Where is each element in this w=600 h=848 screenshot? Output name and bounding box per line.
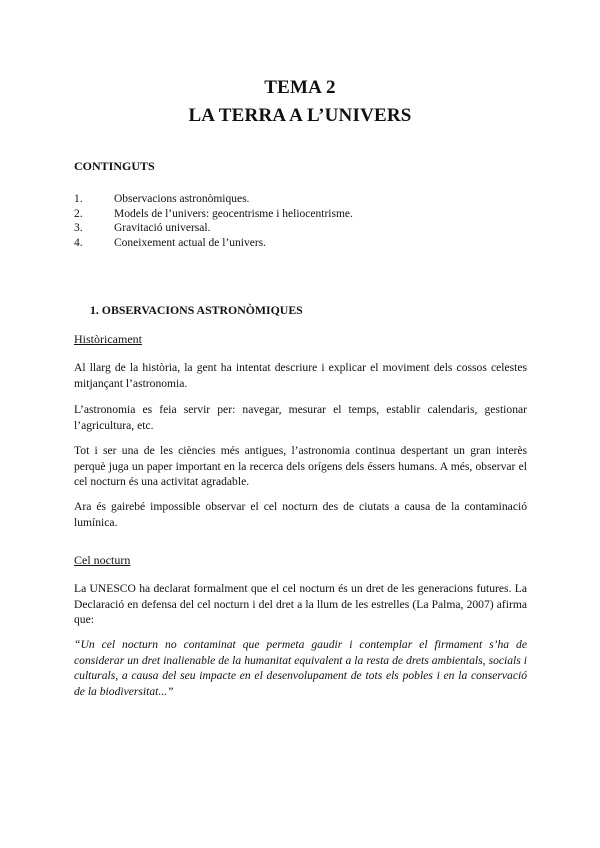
list-item-number: 3. [74, 222, 83, 234]
list-item [74, 221, 534, 236]
subsection-heading: Cel nocturn [74, 553, 131, 567]
subsection-heading: Històricament [74, 332, 142, 346]
list-item [74, 207, 534, 222]
paragraph: Al llarg de la història, la gent ha intentat descriure i explicar el moviment dels cossos celestes mitjançant l’astronomia. [74, 361, 527, 390]
page-title: TEMA 2 [264, 77, 336, 98]
section-heading: 1. OBSERVACIONS ASTRONÒMIQUES [90, 303, 303, 317]
list-item-text: Coneixement actual de l’univers. [114, 236, 267, 249]
list-item-text: Observacions astronòmiques. [114, 193, 250, 205]
paragraph: L’astronomia es feia servir per: navegar, mesurar el temps, establir calendaris, gestionar l’agricultura, etc. [74, 403, 527, 432]
list-item-number: 2. [74, 207, 83, 220]
list-item-number: 4. [74, 236, 83, 249]
page-subtitle: LA TERRA A L’UNIVERS [188, 105, 412, 126]
list-item-text: Gravitació universal. [114, 222, 211, 234]
list-item-text: Models de l’univers: geocentrisme i heliocentrisme. [114, 207, 353, 220]
paragraph: La UNESCO ha declarat formalment que el cel nocturn és un dret de les generacions futures. La Declaració en defensa del cel nocturn i del dret a la llum de les estrelles (La Palma, 2007) afirma que: [74, 582, 527, 626]
list-item-number: 1. [74, 193, 83, 205]
list-item [74, 236, 534, 251]
paragraph: Ara és gairebé impossible observar el cel nocturn des de ciutats a causa de la contaminació lumínica. [74, 500, 527, 529]
contents-heading: CONTINGUTS [74, 159, 155, 173]
contents-list [74, 192, 534, 250]
block-quote: “Un cel nocturn no contaminat que permeta gaudir i contemplar el firmament s’ha de considerar un dret inalienable de la humanitat equivalent a la resta de drets ambientals, socials i culturals, a causa del seu impacte en el desenvolupament de tots els pobles i en la conservació de la biodiversitat...” [74, 638, 527, 698]
paragraph: Tot i ser una de les ciències més antigues, l’astronomia continua despertant un gran interès perquè juga un paper important en la recerca dels orígens dels éssers humans. A més, observar el cel nocturn és una activitat agradable. [74, 444, 527, 488]
list-item [74, 192, 534, 207]
